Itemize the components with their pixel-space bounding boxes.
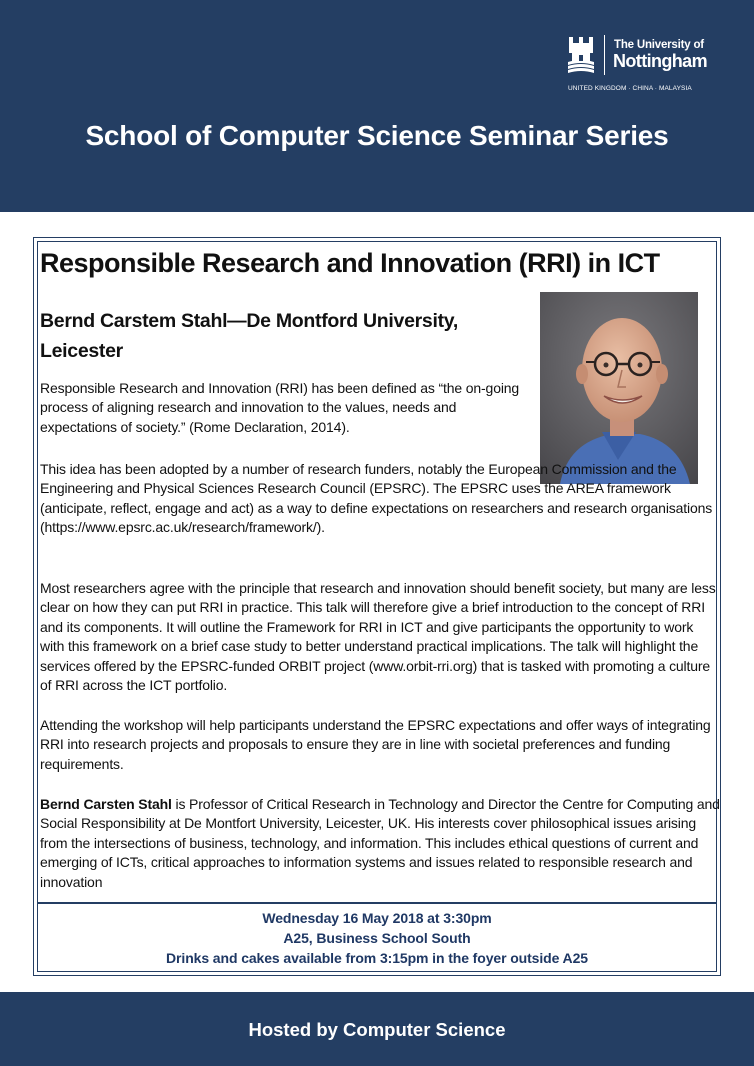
bio-text: is Professor of Critical Research in Technology and Director the Centre for Computing and Social Responsibility at De Montfort University, Leicester, UK. His interests cover philosophical issues arising from the intersections of business, technology, and information. This includes ethical questions of current and emerging of ICTs, critical approaches to information systems and issues related to responsible research and innovation (40, 796, 720, 890)
bio-speaker-name: Bernd Carsten Stahl (40, 796, 172, 812)
speaker-line-2: Leicester (40, 340, 123, 362)
logo-divider (604, 35, 605, 75)
talk-title: Responsible Research and Innovation (RRI) in ICT (40, 248, 660, 278)
body-paragraph-3: Most researchers agree with the principle that research and innovation should benefit society, but many are less clear on how they can put RRI in practice. This talk will therefore give a brief introduction to the concept of RRI and its components. It will outline the Framework for RRI in ICT and give participants the opportunity to work with this framework on a brief case study to better understand practical implications. The talk will highlight the services offered by the EPSRC-funded ORBIT project (www.orbit-rri.org) that is tasked with promoting a culture of RRI across the ICT portfolio. (40, 580, 716, 694)
speaker-bio (40, 795, 720, 892)
header-banner (0, 0, 754, 212)
event-location: A25, Business School South (283, 930, 471, 946)
body-paragraph-4: Attending the workshop will help participants understand the EPSRC expectations and offer ways of integrating RRI into research projects and proposals to ensure they are in line with societal preferences and funding requirements. (40, 717, 711, 772)
event-refreshments: Drinks and cakes available from 3:15pm in the foyer outside A25 (166, 950, 588, 966)
footer-host-text: Hosted by Computer Science (248, 1019, 506, 1040)
logo-text-line1: The University of (614, 39, 704, 51)
speaker-line-1: Bernd Carstem Stahl—De Montford University, (40, 310, 458, 332)
speaker-photo (540, 292, 698, 484)
university-logo (566, 33, 716, 97)
logo-tagline: UNITED KINGDOM · CHINA · MALAYSIA (568, 85, 692, 92)
castle-crest-icon (566, 35, 596, 80)
logo-text-line2: Nottingham (613, 51, 707, 71)
series-title: School of Computer Science Seminar Series (85, 120, 669, 151)
body-paragraph-2: This idea has been adopted by a number of research funders, notably the European Commission and the Engineering and Physical Sciences Research Council (EPSRC). The EPSRC uses the AREA framework (anticipate, reflect, engage and act) as a way to define expectations on researchers and research organisations (https://www.epsrc.ac.uk/research/framework/). (40, 461, 713, 536)
event-date-time: Wednesday 16 May 2018 at 3:30pm (262, 910, 492, 926)
speaker-heading (40, 306, 520, 366)
body-paragraph-1: Responsible Research and Innovation (RRI) has been defined as “the on-going process of aligning research and innovation to the values, needs and expectations of society.” (Rome Declaration, 2014). (40, 380, 520, 435)
